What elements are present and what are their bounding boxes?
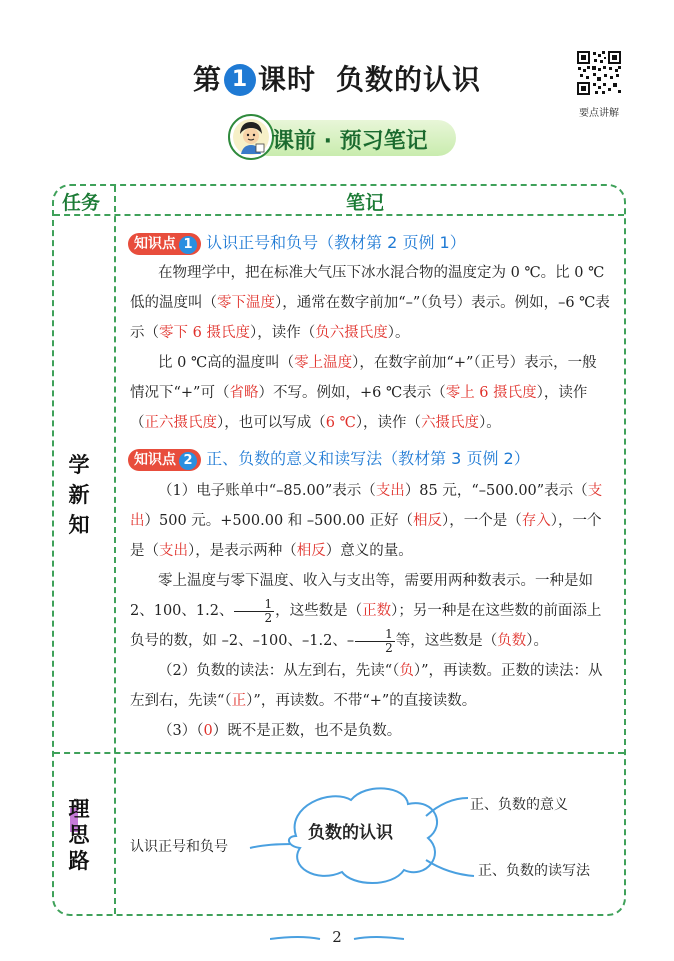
answer: 省略 (229, 385, 259, 401)
answer: 相反 (296, 543, 326, 559)
knowledge-point-title: 正、负数的意义和读写法（教材第 3 页例 2） (206, 449, 530, 468)
banner-title: 课前 · 预习笔记 (272, 129, 428, 154)
column-header-notes: 笔记 (346, 192, 385, 214)
knowledge-point-badge: 知识点 1 (128, 233, 201, 255)
lesson-title (0, 58, 674, 98)
lesson-suffix: 课时 (257, 63, 316, 96)
answer: 负数 (497, 633, 527, 649)
answer: 零上 6 摄氏度 (445, 385, 537, 401)
answer: 相反 (412, 513, 442, 529)
teacher-avatar-icon (228, 114, 274, 160)
answer: 正数 (362, 603, 392, 619)
mind-map-center: 负数的认识 (308, 823, 393, 843)
mind-map-bottom-node: 正、负数的读写法 (478, 863, 590, 879)
lesson-number-badge: 1 (224, 64, 256, 96)
qr-code-icon[interactable] (576, 50, 622, 96)
answer: 负 (399, 663, 414, 679)
answer: 支出 (159, 543, 188, 559)
answer: 支出 (375, 483, 405, 499)
column-header-task: 任务 (62, 192, 101, 214)
mind-map-left-node: 认识正号和负号 (130, 839, 228, 855)
answer: 负六摄氏度 (315, 325, 388, 341)
answer: 六摄氏度 (421, 415, 480, 431)
kp2-paragraph-4: （3）（0）既不是正数，也不是负数。 (158, 723, 402, 739)
knowledge-point-2-heading (128, 446, 530, 471)
knowledge-point-title: 认识正号和负号（教材第 2 页例 1） (206, 233, 466, 252)
section-label-organize: 理思路 (68, 797, 90, 873)
kp1-paragraph-1: 在物理学中，把在标准大气压下冰水混合物的温度定为 0 ℃。比 0 ℃低的温度叫（零下温度），通常在数字前加“–”（负号）表示。例如，–6 ℃表示（零下 6 摄氏度），读作（负六摄氏度）。 (130, 265, 610, 341)
knowledge-point-badge: 知识点 2 (128, 449, 201, 471)
answer: 正六摄氏度 (144, 415, 217, 431)
fraction: $\frac{1}{2}$ (355, 628, 395, 655)
kp2-paragraph-3: （2）负数的读法：从左到右，先读“（负）”，再读数。正数的读法：从左到右，先读“（正）”，再读数。不带“+”的直接读数。 (130, 663, 603, 709)
knowledge-point-number: 1 (179, 236, 197, 254)
answer: 支出 (130, 483, 603, 529)
lesson-name: 负数的认识 (336, 63, 482, 96)
answer: 零上温度 (294, 355, 353, 371)
header-divider (54, 214, 624, 216)
lesson-prefix: 第 (192, 63, 222, 96)
answer: 6 ℃ (325, 415, 356, 431)
kp1-paragraph-2: 比 0 ℃高的温度叫（零上温度），在数字前加“+”（正号）表示，一般情况下“+”可（省略）不写。例如，+6 ℃表示（零上 6 摄氏度），读作（正六摄氏度），也可以写成（6 ℃），读作（六摄氏度）。 (130, 355, 597, 431)
kp2-paragraph-2: 零上温度与零下温度、收入与支出等，需要用两种数表示。一种是如 2、100、1.2、 $\frac{1}{2}$ ，这些数是（正数）；另一种是在这些数的前面添上负号的数，如 –2、–100、–1.2、– $\frac{1}{2}$ 等，这些数是（负数）。 (130, 573, 602, 655)
page-number: 2 (332, 928, 342, 946)
answer: 存入 (521, 513, 551, 529)
kp2-paragraph-1: （1）电子账单中“–85.00”表示（支出）85 元，“–500.00”表示（支出）500 元。+500.00 和 –500.00 正好（相反），一个是（存入），一个是（支出），是表示两种（相反）意义的量。 (130, 483, 603, 559)
answer: 正 (231, 693, 247, 709)
answer: 0 (203, 723, 213, 739)
qr-caption: 要点讲解 (579, 108, 619, 119)
mind-map-top-node: 正、负数的意义 (470, 797, 568, 813)
answer: 零下温度 (217, 295, 275, 311)
answer: 零下 6 摄氏度 (159, 325, 250, 341)
knowledge-point-number: 2 (179, 452, 197, 470)
fraction: $\frac{1}{2}$ (234, 598, 274, 625)
section-label-learn: 学新知 (68, 453, 90, 537)
section-divider (54, 752, 624, 754)
knowledge-point-1-heading (128, 230, 466, 255)
